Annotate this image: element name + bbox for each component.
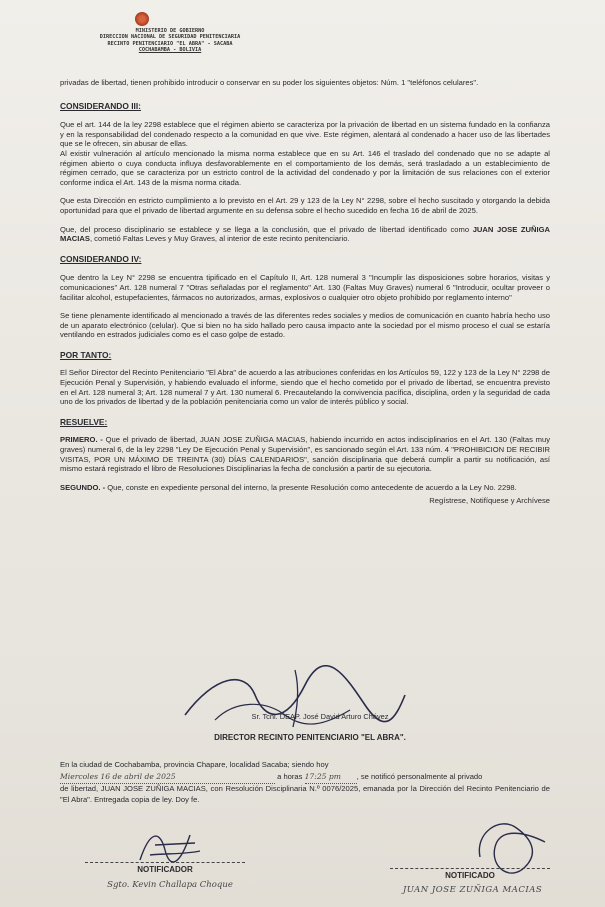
letterhead-line-3: RECINTO PENITENCIARIO "EL ABRA" - SACABA <box>107 40 233 47</box>
resuelve-title: RESUELVE: <box>60 416 108 427</box>
handwritten-time: 17:25 pm <box>305 772 357 784</box>
p4-text-a: Que, del proceso disciplinario se establece y se llega a la conclusión, que el privado de libertad identificado como <box>60 224 473 234</box>
notificado-label: NOTIFICADO <box>445 871 495 880</box>
notificador-signature <box>135 825 205 867</box>
notification-text-c: , se notificó personalmente al privado <box>356 772 483 781</box>
notificado-line <box>390 868 550 869</box>
handwritten-date: Miercoles 16 de abril de 2025 <box>60 772 275 784</box>
notificador-line <box>85 862 245 863</box>
considerando-3-p4 <box>60 225 550 244</box>
notification-line-3: de libertad, JUAN JOSE ZUÑIGA MACIAS, con Resolución Disciplinaria N.º 0076/2025, emanada por la Dirección del Recinto Penitenciario de "El Abra". Entregada copia de ley. Doy fe. <box>60 784 550 804</box>
resuelve-primero <box>60 435 550 473</box>
considerando-3-p3: Que esta Dirección en estricto cumplimiento a lo previsto en el Art. 29 y 123 de la Ley N° 2298, sobre el hecho suscitado y otorgando la debida oportunidad para que el privado de libertad argumente en su defensa sobre el hecho sucedido en fecha 16 de abril de 2025. <box>60 196 550 215</box>
considerando-3-p1: Que el art. 144 de la ley 2298 establece que el régimen abierto se caracteriza por la privación de libertad en un sistema fundado en la confianza y en la responsabilidad del condenado respecto a la comunidad en que vive. Este régimen, alentará al condenado a hacer uso de las libertades que se le ofrecen, sin abusar de ellas. <box>60 120 550 149</box>
time-label: a horas <box>277 772 303 781</box>
document-body <box>60 78 550 506</box>
notification-line-1: En la ciudad de Cochabamba, provincia Chapare, localidad Sacaba; siendo hoy <box>60 760 329 769</box>
considerando-4-title: CONSIDERANDO IV: <box>60 253 142 264</box>
notification-line-2 <box>60 772 550 784</box>
primero-label: PRIMERO. - <box>60 435 103 445</box>
top-text: privadas de libertad, tienen prohibido introducir o conservar en su poder los siguientes objetos: Núm. 1 "teléfonos celulares". <box>60 78 479 87</box>
director-name: Sr. Tcnl. DEAP. José David Arturo Chávez <box>251 712 389 721</box>
letterhead <box>70 10 270 54</box>
por-tanto-p1: El Señor Director del Recinto Penitenciario "El Abra" de acuerdo a las atribuciones conferidas en los Artículos 59, 122 y 123 de la Ley N° 2298 de Ejecución Penal y Supervisión, y habiendo evaluado el informe, siendo que el hecho cometido por el privado de libertad, se encuentra previsto en el Art. 128 numeral 3; Art. 128 numeral 7 y Art. 130 numeral 6. Precautelando la convivencia pacífica, disciplina, orden y la seguridad de cada uno de los privados de libertad y de la población penitenciaria como un valor de interés público y social. <box>60 368 550 407</box>
director-title: DIRECTOR RECINTO PENITENCIARIO "EL ABRA". <box>214 733 406 742</box>
p4-text-b: , cometió Faltas Leves y Muy Graves, al interior de este recinto penitenciario. <box>89 234 350 244</box>
considerando-3-title: CONSIDERANDO III: <box>60 100 141 111</box>
letterhead-line-2: DIRECCION NACIONAL DE SEGURIDAD PENITENCIARIA <box>99 34 241 41</box>
director-signature <box>175 665 415 735</box>
resuelve-segundo <box>60 483 550 493</box>
notificador-label: NOTIFICADOR <box>137 865 193 874</box>
considerando-4-p1: Que dentro la Ley N° 2298 se encuentra tipificado en el Capítulo II, Art. 128 numeral 3 "Incumplir las disposiciones sobre horarios, visitas y comunicaciones" Art. 128 numeral 7 "Otras señaladas por el reglamento" Art. 130 (Faltas Muy Graves) numeral 6 "Introducir, ocultar proveer o facilitar alcohol, estupefacientes, fármacos no autorizados, armas, explosivos o cualquier otro objeto prohibido por reglamento interno" <box>60 273 550 302</box>
considerando-4-p2: Se tiene plenamente identificado al mencionado a través de las diferentes redes sociales y medios de comunicación en cuanto habría hecho uso de un aparato electrónico (celular). Que si bien no ha sido hallado pero causa impacto ante la sociedad por el mismo proceso el cual se estaría ventilando en estrados judiciales como es el caso golpe de estado. <box>60 311 550 340</box>
letterhead-line-4: COCHABAMBA - BOLIVIA <box>138 47 202 54</box>
por-tanto-title: POR TANTO: <box>60 349 112 360</box>
considerando-3-p2: Al existir vulneración al artículo mencionado la misma norma establece que en su Art. 146 el traslado del condenado que no se adapte al régimen abierto o cuya conducta influya desfavorablemente en el comportamiento de los demás, será trasladado a un establecimiento de régimen cerrado, que se caracteriza por un estricto control de la actividad del condenado y por la limitación de sus relaciones con el exterior conforme indica el Art. 143 de la misma norma citada. <box>60 148 550 187</box>
letterhead-line-1: MINISTERIO DE GOBIERNO <box>135 28 205 34</box>
notificador-handwritten-name: Sgto. Kevin Challapa Choque <box>107 880 233 890</box>
inmate-name: JUAN JOSE ZUÑIGA MACIAS <box>60 224 550 244</box>
notificado-signature <box>470 812 550 874</box>
primero-text: Que el privado de libertad, JUAN JOSE ZUÑIGA MACIAS, habiendo incurrido en actos indisciplinarios en el Art. 130 (Faltas muy graves) numeral 6, de la ley 2298 "Ley De Ejecución Penal y Supervisión", es sancionado según el Art. 133 núm. 4 "PROHIBICION DE RECIBIR VISITAS, POR UN MÁXIMO DE TREINTA (30) DÍAS CALENDARIOS", sanción disciplinaria que deberá cumplir a partir su notificación, así mismo estará registrado el libro de Resoluciones Disciplinarias la fecha de conclusión a partir de su ejecutoria. <box>60 435 550 474</box>
notificado-handwritten-name: JUAN JOSE ZUÑIGA MACIAS <box>402 885 543 895</box>
segundo-text: Que, conste en expediente personal del interno, la presente Resolución como antecedente de acuerdo a la Ley No. 2298. <box>105 482 517 492</box>
closing-formula: Regístrese, Notifíquese y Archívese <box>429 496 550 506</box>
segundo-label: SEGUNDO. - <box>60 482 106 492</box>
